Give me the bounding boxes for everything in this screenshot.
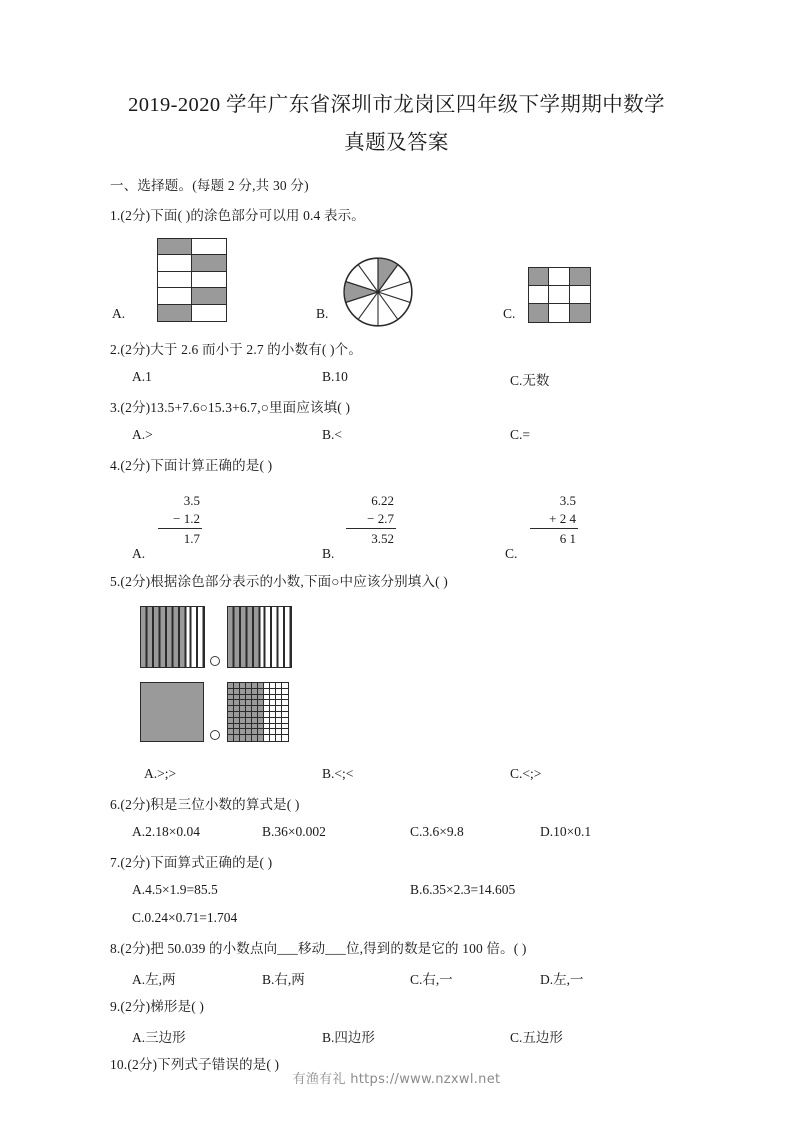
calc-result: 3.52 — [346, 528, 396, 548]
option-a[interactable]: A.> — [132, 427, 153, 442]
calc-operand-top: 6.22 — [371, 493, 394, 508]
option-b[interactable]: B.10 — [322, 369, 348, 384]
footer-watermark: 有渔有礼 https://www.nzxwl.net — [292, 1072, 501, 1087]
question-2-options — [110, 369, 683, 388]
figure-c-grid — [528, 267, 591, 323]
question-6-stem: 6.(2分)积是三位小数的算式是( ) — [110, 797, 300, 812]
grid-cell — [529, 268, 549, 286]
option-d[interactable]: D.10×0.1 — [540, 824, 592, 839]
grid-cell — [570, 268, 590, 286]
option-a[interactable]: A.左,两 — [132, 972, 176, 987]
calc-label-a: A. — [132, 546, 146, 561]
hundred-grid — [227, 682, 289, 742]
option-b[interactable]: B.36×0.002 — [262, 824, 326, 839]
figure-label-a: A. — [112, 306, 126, 321]
question-7-options-row-1 — [110, 882, 683, 901]
calc-result: 6 1 — [530, 528, 578, 548]
grid-cell — [158, 272, 192, 288]
calc-c[interactable] — [530, 492, 578, 548]
calc-operand-bottom: − 2.7 — [367, 511, 394, 526]
question-5-figures — [110, 600, 683, 762]
option-a[interactable]: A.4.5×1.9=85.5 — [132, 882, 218, 897]
grid-cell — [549, 304, 569, 322]
question-9-stem: 9.(2分)梯形是( ) — [110, 999, 205, 1014]
calc-a[interactable] — [158, 492, 202, 548]
comparison-circle-2[interactable] — [210, 730, 220, 740]
calc-operand-bottom: + 2 4 — [549, 511, 576, 526]
figure-label-c: C. — [503, 306, 516, 321]
solid-square — [140, 682, 204, 742]
grid-cell — [192, 272, 226, 288]
question-5-stem: 5.(2分)根据涂色部分表示的小数,下面○中应该分别填入( ) — [110, 574, 448, 589]
grid-cell — [192, 288, 226, 304]
calc-label-c: C. — [505, 546, 518, 561]
calc-result: 1.7 — [158, 528, 202, 548]
page-content — [110, 86, 683, 1075]
figure-b-pie — [342, 256, 414, 333]
grid-cell — [192, 255, 226, 271]
calc-operand-bottom: − 1.2 — [173, 511, 200, 526]
title-line-2: 真题及答案 — [344, 132, 449, 154]
grid-cell — [192, 239, 226, 255]
question-4-calculations — [110, 484, 683, 562]
title-line-1: 2019-2020 学年广东省深圳市龙岗区四年级下学期期中数学 — [128, 94, 665, 116]
page-title — [110, 86, 683, 162]
question-8-options — [110, 968, 683, 987]
section-heading: 一、选择题。(每题 2 分,共 30 分) — [110, 178, 309, 193]
grid-cell — [158, 305, 192, 321]
grid-cell — [570, 286, 590, 304]
calc-label-b: B. — [322, 546, 335, 561]
option-c[interactable]: C.3.6×9.8 — [410, 824, 464, 839]
striped-square-right — [227, 606, 292, 668]
grid-cell — [158, 288, 192, 304]
question-10-stem: 10.(2分)下列式子错误的是( ) — [110, 1057, 280, 1072]
option-b[interactable]: B.四边形 — [322, 1030, 375, 1045]
question-8-stem: 8.(2分)把 50.039 的小数点向___移动___位,得到的数是它的 100 倍。( ) — [110, 941, 527, 956]
grid-cell — [570, 304, 590, 322]
striped-square-left — [140, 606, 205, 668]
grid-cell — [529, 304, 549, 322]
question-9-options — [110, 1026, 683, 1045]
grid-cell — [282, 735, 288, 741]
question-5-options — [110, 766, 683, 785]
question-4-stem: 4.(2分)下面计算正确的是( ) — [110, 458, 273, 473]
question-7-options-row-2 — [110, 910, 683, 929]
calc-b[interactable] — [346, 492, 396, 548]
grid-cell — [192, 305, 226, 321]
option-b[interactable]: B.右,两 — [262, 972, 305, 987]
option-a[interactable]: A.>;> — [144, 766, 177, 781]
grid-cell — [549, 286, 569, 304]
option-b[interactable]: B.< — [322, 427, 342, 442]
option-d[interactable]: D.左,一 — [540, 972, 584, 987]
question-3-options — [110, 427, 683, 446]
option-a[interactable]: A.2.18×0.04 — [132, 824, 200, 839]
grid-cell — [158, 239, 192, 255]
figure-a-grid — [157, 238, 227, 322]
figure-label-b: B. — [316, 306, 329, 321]
question-3-stem: 3.(2分)13.5+7.6○15.3+6.7,○里面应该填( ) — [110, 400, 351, 415]
calc-operand-top: 3.5 — [183, 493, 200, 508]
option-c[interactable]: C.0.24×0.71=1.704 — [132, 910, 238, 925]
option-b[interactable]: B.6.35×2.3=14.605 — [410, 882, 516, 897]
option-c[interactable]: C.= — [510, 427, 530, 442]
option-c[interactable]: C.无数 — [510, 373, 550, 388]
option-c[interactable]: C.右,一 — [410, 972, 453, 987]
option-a[interactable]: A.三边形 — [132, 1030, 186, 1045]
question-1-stem: 1.(2分)下面( )的涂色部分可以用 0.4 表示。 — [110, 208, 365, 223]
option-a[interactable]: A.1 — [132, 369, 152, 384]
calc-operand-top: 3.5 — [559, 493, 576, 508]
pie-chart-icon — [342, 256, 414, 328]
option-c[interactable]: C.五边形 — [510, 1030, 563, 1045]
grid-cell — [529, 286, 549, 304]
option-c[interactable]: C.<;> — [510, 766, 542, 781]
question-6-options — [110, 824, 683, 843]
grid-cell — [549, 268, 569, 286]
option-b[interactable]: B.<;< — [322, 766, 354, 781]
question-2-stem: 2.(2分)大于 2.6 而小于 2.7 的小数有( )个。 — [110, 342, 362, 357]
comparison-circle-1[interactable] — [210, 656, 220, 666]
question-1-figures — [110, 234, 683, 330]
question-7-stem: 7.(2分)下面算式正确的是( ) — [110, 855, 273, 870]
grid-cell — [158, 255, 192, 271]
